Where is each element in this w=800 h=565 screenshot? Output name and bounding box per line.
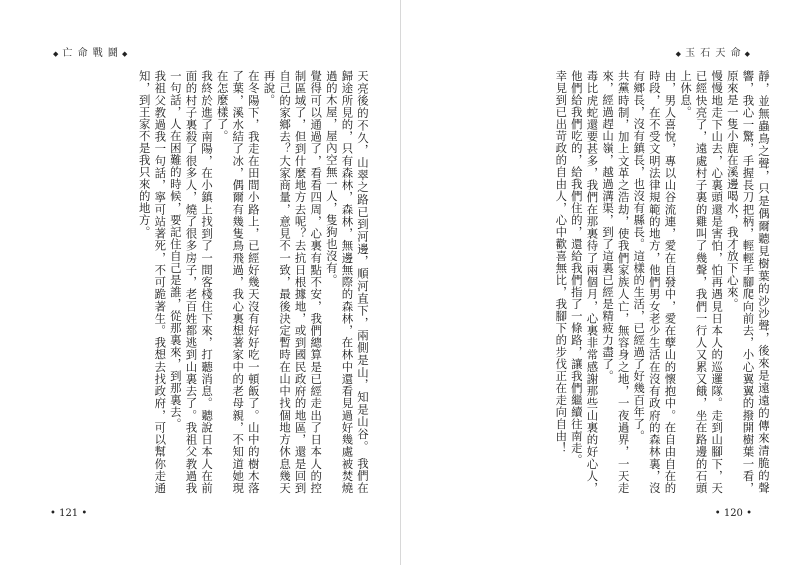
paragraph: 天亮後的不久，山翠之路已到河邊，順河直下，兩側是山，知是山谷。 我們在歸途所見的，只有森林，森林，無邊無際的森林，在林中還看見過好幾處被焚燒過的木屋，屋內空無一人，隻狗也沒有。 (324, 70, 370, 494)
paragraph: 共黨時制，加上文革之浩劫，使我們家族人亡，無容身之地，一夜過界，一天走來，經過趕山嶺，越過溝渠，到了這裏已經是精疲力盡了。 (601, 70, 631, 494)
ornament-icon: ◆ (744, 49, 751, 58)
body-text-right (419, 70, 771, 494)
right-page (400, 0, 800, 565)
page-number-right: • 120 • (714, 508, 752, 519)
paragraph: 我終於進了南陽，在小鎮上找到了一間客棧住下來，打聽消息。聽說日本人在前面的村子裏殺了很多人，燒了很多房子，老百姓都逃到山裏去了。我祖父教過我一句話，人在困難的時候，要記住自己是誰，從那裏來，到那裏去。 (168, 70, 215, 494)
paragraph: 在冬陽下，我走在田間小路上，已經好幾天沒有好好吃一頓飯了。山中的樹木落了葉，溪水結了冰，偶爾有幾隻鳥飛過，我心裏想著家中的老母親，不知道她現在怎麼樣了。 (215, 70, 261, 494)
ornament-icon: ◆ (121, 49, 129, 58)
paragraph: 毒比虎蛇還要甚多，我們在那裏待了兩個月，心裏非常感謝那些山裏的好心人，他們給我們吃的，給我們住的，還給我們指了一條路，讓我們繼續往南走。 (569, 70, 600, 494)
running-head-left (50, 44, 131, 59)
paragraph: 覺得可以通過了，看看四周，心裏有點不安，我們總算是已經走出了日本人的控制區域了，但到什麼地方去呢？去抗日根據地，或到國民政府的地區，還是回到自己的家鄉去？大家商量，意見不一致，最後決定暫時在山中找個地方休息幾天再說。 (262, 70, 324, 494)
body-text-left (46, 70, 370, 494)
paragraph: 我祖父教過我一句話，寧可站著死，不可跪著生。我想去找政府，可以幫你走通知，到王家不是我只來的地方。 (137, 70, 168, 494)
paragraph: 靜，並無蟲鳥之聲，只是偶爾聽見樹葉的沙沙聲，後來是遠遠的傳來清脆的聲響，我心一驚，手握長刀把柄，輕輕手腳爬向前去，小心翼翼的撥開樹葉一看，原來是一隻小鹿在溪邊喝水，我才放下心來。 (725, 70, 771, 494)
paragraph: 慢慢地走下山去，心裏頭還是害怕，怕再遇見日本人的巡邏隊。走到山腳下，天已經快亮了，遠處村子裏的雞叫了幾聲，我們一行人又累又餓，坐在路邊的石頭上休息。 (679, 70, 725, 494)
paragraph: 幸見到已出苛政的自由人，心中歡喜無比，我腳下的步伐正在走向自由！ (554, 70, 569, 454)
ornament-icon: ◆ (675, 49, 683, 58)
paragraph: 由，男人喜悅，專以山谷流連，愛在自發中，愛在孽山的懷抱中。在自由自在的時段，在不受文明法律規範的地方，他們男女老少生活在沒有政府的森林裏，沒有鄉長，沒有鎮長，也沒有縣長。這樣的生活，已經過了好幾百年了。 (632, 70, 678, 494)
running-head-title: 亡 命 戰 鬪 (62, 48, 119, 59)
ornament-icon: ◆ (53, 49, 60, 58)
running-head-right (673, 44, 754, 59)
running-head-title: 玉 石 天 命 (685, 48, 742, 59)
page-number-left: • 121 • (50, 508, 88, 519)
